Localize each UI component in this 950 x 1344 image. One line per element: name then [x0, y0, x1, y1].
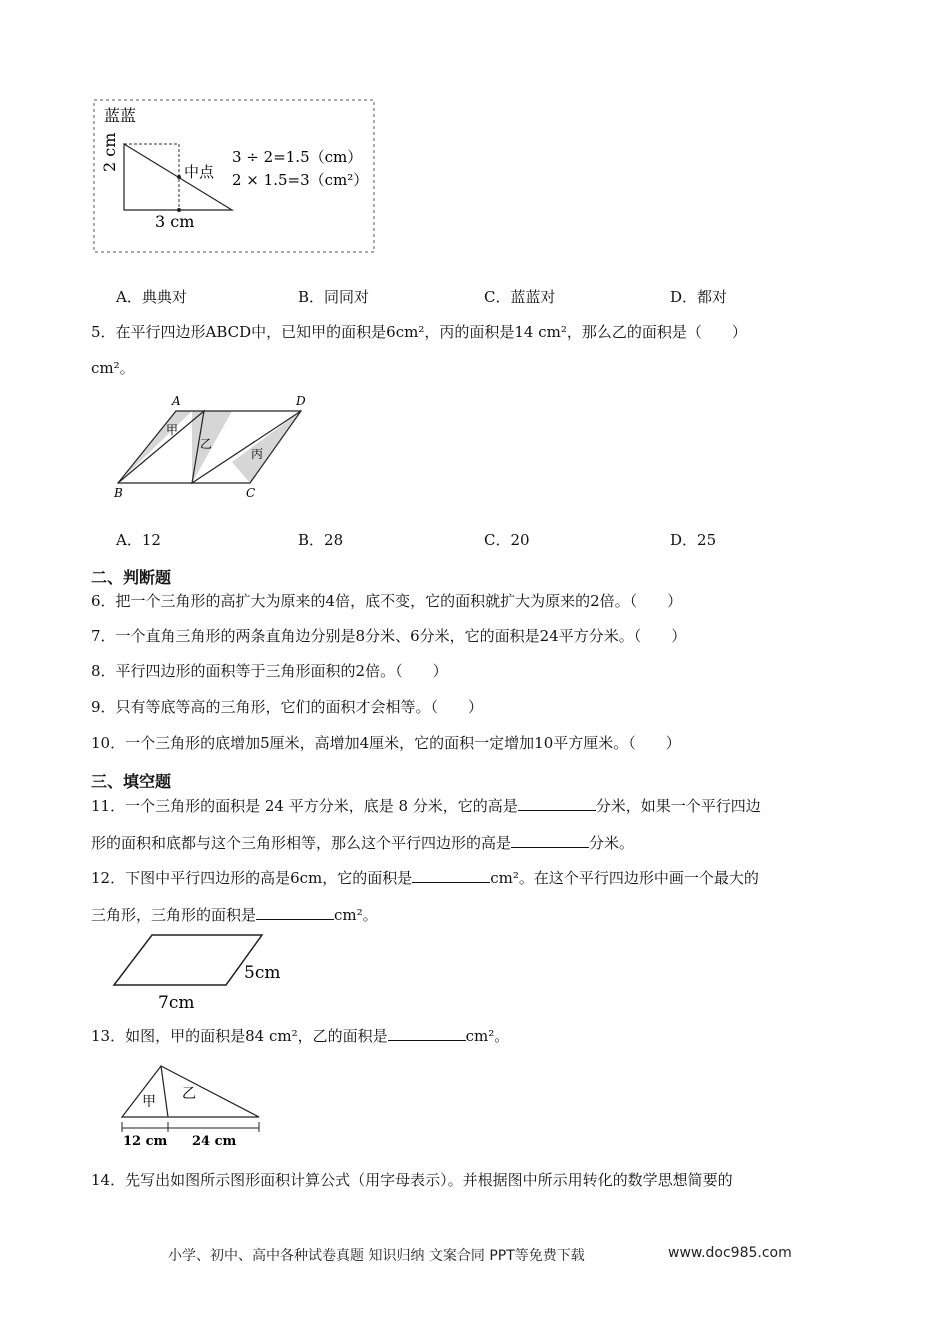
q11-line2 — [91, 832, 634, 853]
q11-part-b: 分米，如果一个平行四边 — [595, 797, 761, 815]
label-bing: 丙 — [251, 447, 264, 461]
q12-side-5: 5cm — [244, 963, 281, 983]
q4-option-b: B．同同对 — [298, 288, 370, 306]
label-b: B — [114, 486, 123, 500]
q13-diagram — [112, 1060, 272, 1152]
q12-part-b: cm²。在这个平行四边形中画一个最大的 — [490, 869, 759, 887]
q13-label-yi: 乙 — [182, 1086, 196, 1102]
lanlan-side-2: 2 cm — [100, 132, 119, 172]
q4-option-a: A．典典对 — [116, 288, 187, 306]
q12-diagram — [106, 930, 296, 1014]
label-d: D — [296, 394, 306, 408]
q9-text: 9．只有等底等高的三角形，它们的面积才会相等。（ ） — [91, 698, 484, 716]
section3-title: 三、填空题 — [91, 772, 172, 791]
lanlan-midpoint: 中点 — [184, 163, 215, 181]
q12-part-a: 12．下图中平行四边形的高是6cm，它的面积是 — [91, 869, 413, 887]
label-c: C — [246, 486, 256, 500]
q13-line — [91, 1025, 509, 1046]
q12-part-d: cm²。 — [334, 906, 378, 924]
q13-blank[interactable] — [388, 1025, 466, 1041]
q12-line1 — [91, 867, 759, 888]
lanlan-calc1: 3 ÷ 2=1.5（cm） — [232, 148, 363, 166]
q13-part-b: cm²。 — [465, 1027, 510, 1045]
q11-part-d: 分米。 — [589, 834, 635, 852]
figure-lanlan — [93, 99, 375, 253]
q6-text: 6．把一个三角形的高扩大为原来的4倍，底不变，它的面积就扩大为原来的2倍。（ ） — [91, 592, 683, 610]
lanlan-name: 蓝蓝 — [104, 106, 137, 125]
q5-text: 5．在平行四边形ABCD中，已知甲的面积是6cm²，丙的面积是14 cm²，那么乙的面积是（ ） — [91, 323, 747, 341]
q4-option-c: C．蓝蓝对 — [484, 288, 556, 306]
q7-text: 7．一个直角三角形的两条直角边分别是8分米、6分米，它的面积是24平方分米。（ ） — [91, 627, 687, 645]
footer-text: 小学、初中、高中各种试卷真题 知识归纳 文案合同 PPT等免费下载 — [168, 1248, 585, 1264]
q12-blank-1[interactable] — [412, 867, 490, 883]
footer-url[interactable]: www.doc985.com — [668, 1245, 792, 1261]
q5-option-c: C．20 — [484, 531, 530, 549]
lanlan-diagram — [93, 99, 375, 253]
q13-part-a: 13．如图，甲的面积是84 cm²，乙的面积是 — [91, 1027, 388, 1045]
abcd-diagram — [108, 392, 318, 504]
q14-text: 14．先写出如图所示图形面积计算公式（用字母表示）。并根据图中所示用转化的数学思想简要的 — [91, 1171, 733, 1189]
q8-text: 8．平行四边形的面积等于三角形面积的2倍。（ ） — [91, 662, 448, 680]
q5-unit: cm²。 — [91, 359, 135, 377]
q11-part-c: 形的面积和底都与这个三角形相等，那么这个平行四边形的高是 — [91, 834, 512, 852]
section2-title: 二、判断题 — [91, 568, 172, 587]
label-a: A — [172, 394, 181, 408]
q11-blank-2[interactable] — [511, 832, 589, 848]
q11-blank-1[interactable] — [518, 795, 596, 811]
figure-q12-parallelogram — [106, 930, 296, 1014]
label-jia: 甲 — [166, 423, 179, 437]
figure-q13-triangle — [112, 1060, 272, 1152]
q5-option-a: A．12 — [116, 531, 161, 549]
q13-label-24: 24 cm — [192, 1134, 237, 1149]
label-yi: 乙 — [200, 437, 213, 451]
q12-line2 — [91, 904, 378, 925]
q11-line1 — [91, 795, 761, 816]
q5-option-b: B．28 — [298, 531, 344, 549]
q13-label-jia: 甲 — [142, 1094, 156, 1110]
figure-parallelogram-abcd — [108, 392, 318, 504]
q5-option-d: D．25 — [670, 531, 717, 549]
q4-option-d: D．都对 — [670, 288, 728, 306]
q11-part-a: 11．一个三角形的面积是 24 平方分米，底是 8 分米，它的高是 — [91, 797, 518, 815]
q10-text: 10．一个三角形的底增加5厘米，高增加4厘米，它的面积一定增加10平方厘米。（ ） — [91, 734, 681, 752]
q12-part-c: 三角形，三角形的面积是 — [91, 906, 257, 924]
q12-side-7: 7cm — [158, 993, 195, 1013]
lanlan-side-3: 3 cm — [155, 212, 195, 231]
q13-label-12: 12 cm — [123, 1134, 168, 1149]
q12-blank-2[interactable] — [256, 904, 334, 920]
lanlan-calc2: 2 × 1.5=3（cm²） — [232, 171, 369, 189]
